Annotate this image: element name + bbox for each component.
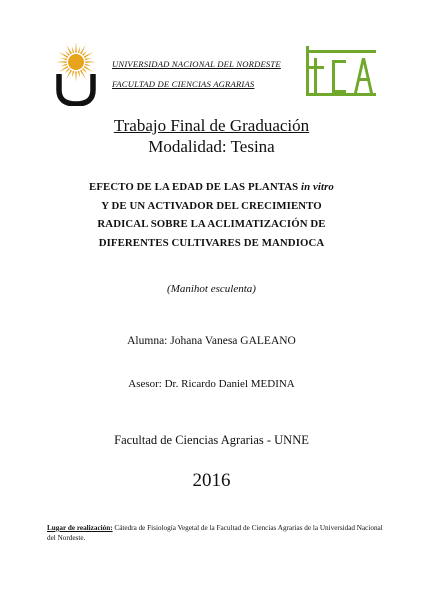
advisor-name: Asesor: Dr. Ricardo Daniel MEDINA bbox=[128, 378, 295, 390]
document-title: Trabajo Final de Graduación bbox=[113, 116, 310, 135]
sun-ray bbox=[78, 47, 81, 54]
sun-ray bbox=[82, 51, 87, 56]
thesis-title-line1: EFECTO DE LA EDAD DE LAS PLANTAS in vitro bbox=[89, 181, 334, 193]
place-label: Lugar de realización: bbox=[47, 524, 113, 532]
thesis-title-line4: DIFERENTES CULTIVARES DE MANDIOCA bbox=[98, 236, 325, 249]
sun-ray bbox=[85, 64, 92, 67]
sun-ray bbox=[85, 58, 92, 61]
student-name: Alumna: Johana Vanesa GALEANO bbox=[127, 335, 296, 347]
thesis-title-line3: RADICAL SOBRE LA ACLIMATIZACIÓN DE bbox=[97, 218, 326, 230]
sun-ray bbox=[72, 71, 75, 78]
sun-ray bbox=[56, 61, 67, 63]
place-of-work bbox=[47, 523, 387, 543]
sun-ray bbox=[82, 68, 87, 73]
sun-ray bbox=[75, 42, 77, 53]
year: 2016 bbox=[192, 470, 231, 491]
thesis-title bbox=[0, 178, 423, 252]
sun-ray bbox=[78, 71, 81, 78]
sun-ray bbox=[72, 47, 75, 54]
sun-ray bbox=[65, 51, 70, 56]
thesis-title-line2: Y DE UN ACTIVADOR DEL CRECIMIENTO bbox=[101, 199, 322, 212]
place-text: Cátedra de Fisiología Vegetal de la Facultad de Ciencias Agrarias de la Universidad Nacional del Nordeste. bbox=[47, 524, 383, 542]
fca-logo-icon bbox=[306, 46, 376, 96]
sun-ray bbox=[85, 61, 96, 63]
document-subtitle: Modalidad: Tesina bbox=[148, 137, 275, 156]
sun-ray bbox=[65, 68, 70, 73]
institution-name: Facultad de Ciencias Agrarias - UNNE bbox=[114, 433, 309, 447]
sun-ray bbox=[61, 58, 68, 61]
unne-sun-logo-icon bbox=[50, 40, 102, 106]
species-name: (Manihot esculenta) bbox=[167, 283, 256, 295]
sun-ray bbox=[61, 64, 68, 67]
faculty-name: FACULTAD DE CIENCIAS AGRARIAS bbox=[112, 79, 255, 89]
sun-ray bbox=[75, 71, 77, 82]
university-name: UNIVERSIDAD NACIONAL DEL NORDESTE bbox=[112, 59, 281, 69]
